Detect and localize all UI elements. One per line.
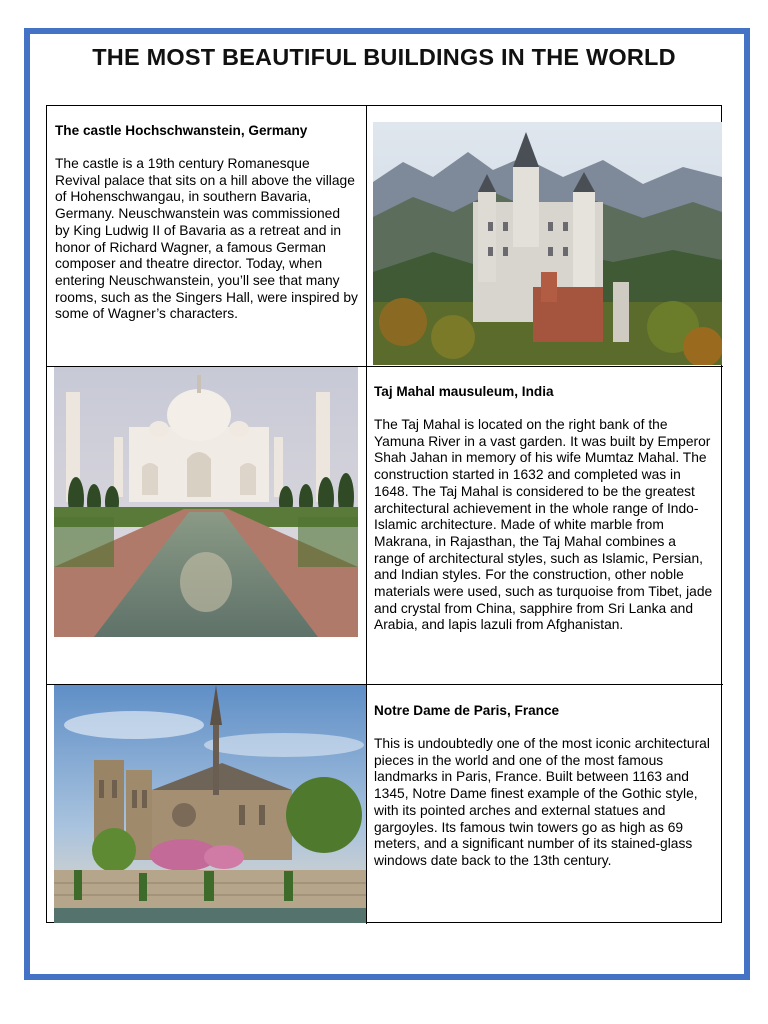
castle-text: The castle is a 19th century Romanesque Revival palace that sits on a hill above the village of Hohenschwangau, in southern Bavaria, Germany. Neuschwanstein was commissioned by King Ludwig II of Bavaria as a retreat and in honor of Richard Wagner, a famous German composer and theatre director. Today, when entering Neuschwanstein, you’ll see that many rooms, such as the Singers Hall, were inspired by some of Wagner’s characters. — [55, 156, 358, 322]
notre-dame-photo — [54, 685, 366, 923]
neuschwanstein-castle-photo — [373, 122, 722, 365]
notre-dame-heading: Notre Dame de Paris, France — [374, 703, 560, 718]
taj-mahal-heading: Taj Mahal mausuleum, India — [374, 384, 554, 399]
notre-dame-description-cell — [366, 702, 723, 924]
buildings-table — [46, 105, 722, 923]
taj-mahal-text: The Taj Mahal is located on the right bank of the Yamuna River in a vast garden. It was built by Emperor Shah Jahan in memory of his wife Mumtaz Mahal. The construction started in 1632 and completed was in 1648. The Taj Mahal is considered to be the greatest architectural achievement in the whole range of Indo-Islamic architecture. Made of white marble from Makrana, in Rajasthan, the Taj Mahal combines a range of architectural styles, such as Islamic, Persian, and Indian styles. For the construction, other noble materials were used, such as turquoise from Tibet, jade and crystal from China, sapphire from Sri Lanka and Arabia, and lapis lazuli from Afghanistan. — [374, 417, 713, 633]
castle-heading: The castle Hochschwanstein, Germany — [55, 123, 308, 138]
page-title: THE MOST BEAUTIFUL BUILDINGS IN THE WORLD — [92, 44, 676, 70]
taj-mahal-description-cell — [366, 383, 723, 684]
castle-description-cell — [47, 122, 366, 366]
taj-mahal-photo — [54, 367, 358, 637]
notre-dame-text: This is undoubtedly one of the most iconic architectural pieces in the world and one of the most famous landmarks in Paris, France. Built between 1163 and 1345, Notre Dame finest example of the Gothic style, with its pointed arches and external statues and gargoyles. Its famous twin towers go as high as 69 meters, and a significant number of its stained-glass windows date back to the 13th century. — [374, 736, 710, 868]
